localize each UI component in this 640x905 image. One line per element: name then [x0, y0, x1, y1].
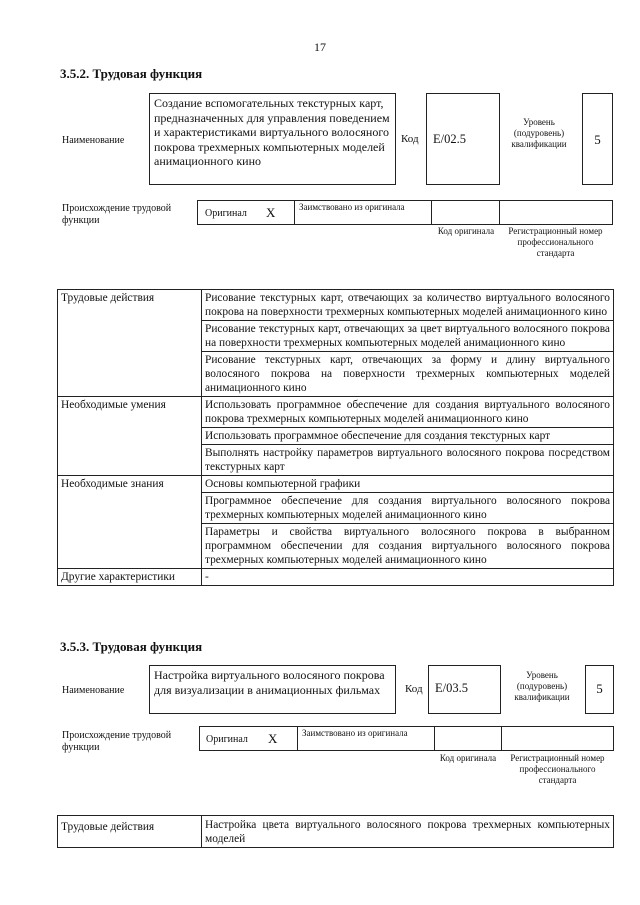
- section-title: 3.5.3. Трудовая функция: [60, 639, 203, 654]
- code-original-caption: Код оригинала: [439, 753, 497, 763]
- function-table: [57, 815, 614, 848]
- level-value: 5: [582, 93, 613, 185]
- table-cell: Основы компьютерной графики: [202, 476, 614, 493]
- name-label: Наименование: [62, 135, 125, 146]
- origin-table: [197, 200, 613, 225]
- level-label: Уровень (подуровень) квалификации: [514, 670, 570, 702]
- table-cell: Использовать программное обеспечение для создания текстурных карт: [202, 428, 614, 445]
- reg-number-caption: Регистрационный номер профессионального стандарта: [510, 753, 605, 785]
- table-row: [58, 397, 614, 428]
- table-cell: -: [202, 569, 614, 586]
- borrowed-label: Заимствовано из оригинала: [302, 728, 408, 738]
- code-value: E/03.5: [428, 665, 501, 714]
- row-heading: Трудовые действия: [58, 290, 202, 397]
- original-label: Оригинал: [206, 734, 248, 745]
- table-cell: Программное обеспечение для создания виртуального волосяного покрова трехмерных компьютерных моделей анимационного кино: [202, 493, 614, 524]
- row-heading: Необходимые умения: [58, 397, 202, 476]
- code-original-caption: Код оригинала: [437, 226, 495, 236]
- level-value: 5: [585, 665, 614, 714]
- table-row: [58, 816, 614, 848]
- table-cell: Рисование текстурных карт, отвечающих за форму и длину виртуального волосяного покрова на поверхности трехмерных компьютерных моделей анимационного кино: [202, 352, 614, 397]
- original-mark: X: [266, 205, 276, 220]
- page-number: 17: [314, 40, 326, 54]
- original-mark: X: [268, 731, 278, 746]
- function-name-box: Настройка виртуального волосяного покрова для визуализации в анимационных фильмах: [149, 665, 396, 714]
- level-label: Уровень (подуровень) квалификации: [511, 117, 567, 149]
- table-cell: Рисование текстурных карт, отвечающих за количество виртуального волосяного покрова на поверхности трехмерных компьютерных моделей анимационного кино: [202, 290, 614, 321]
- section-title: 3.5.2. Трудовая функция: [60, 66, 203, 81]
- borrowed-label: Заимствовано из оригинала: [299, 202, 405, 212]
- table-row: [58, 476, 614, 493]
- code-label: Код: [401, 133, 419, 145]
- code-value: E/02.5: [426, 93, 500, 185]
- table-row: [58, 569, 614, 586]
- origin-label: Происхождение трудовой функции: [62, 203, 172, 226]
- table-cell: Использовать программное обеспечение для создания виртуального волосяного покрова трехмерных компьютерных моделей анимационного кино: [202, 397, 614, 428]
- original-label: Оригинал: [205, 208, 247, 219]
- table-cell: Настройка цвета виртуального волосяного покрова трехмерных компьютерных моделей: [202, 816, 614, 848]
- row-heading: Другие характеристики: [58, 569, 202, 586]
- table-cell: Выполнять настройку параметров виртуального волосяного покрова посредством текстурных карт: [202, 445, 614, 476]
- row-heading: Трудовые действия: [58, 816, 202, 848]
- table-cell: Рисование текстурных карт, отвечающих за цвет виртуального волосяного покрова на поверхности трехмерных компьютерных моделей анимационного кино: [202, 321, 614, 352]
- function-table: [57, 289, 614, 586]
- table-row: [58, 290, 614, 321]
- function-name-box: Создание вспомогательных текстурных карт, предназначенных для управления поведением и характеристиками виртуального волосяного покрова трехмерных компьютерных моделей анимационного кино: [149, 93, 396, 185]
- table-cell: Параметры и свойства виртуального волосяного покрова в выбранном программном обеспечении для создания виртуального волосяного покрова трехмерных компьютерных моделей анимационного кино: [202, 524, 614, 569]
- reg-number-caption: Регистрационный номер профессионального стандарта: [508, 226, 603, 258]
- origin-label: Происхождение трудовой функции: [62, 730, 172, 753]
- origin-table: [199, 726, 614, 751]
- name-label: Наименование: [62, 685, 125, 696]
- row-heading: Необходимые знания: [58, 476, 202, 569]
- code-label: Код: [405, 683, 423, 695]
